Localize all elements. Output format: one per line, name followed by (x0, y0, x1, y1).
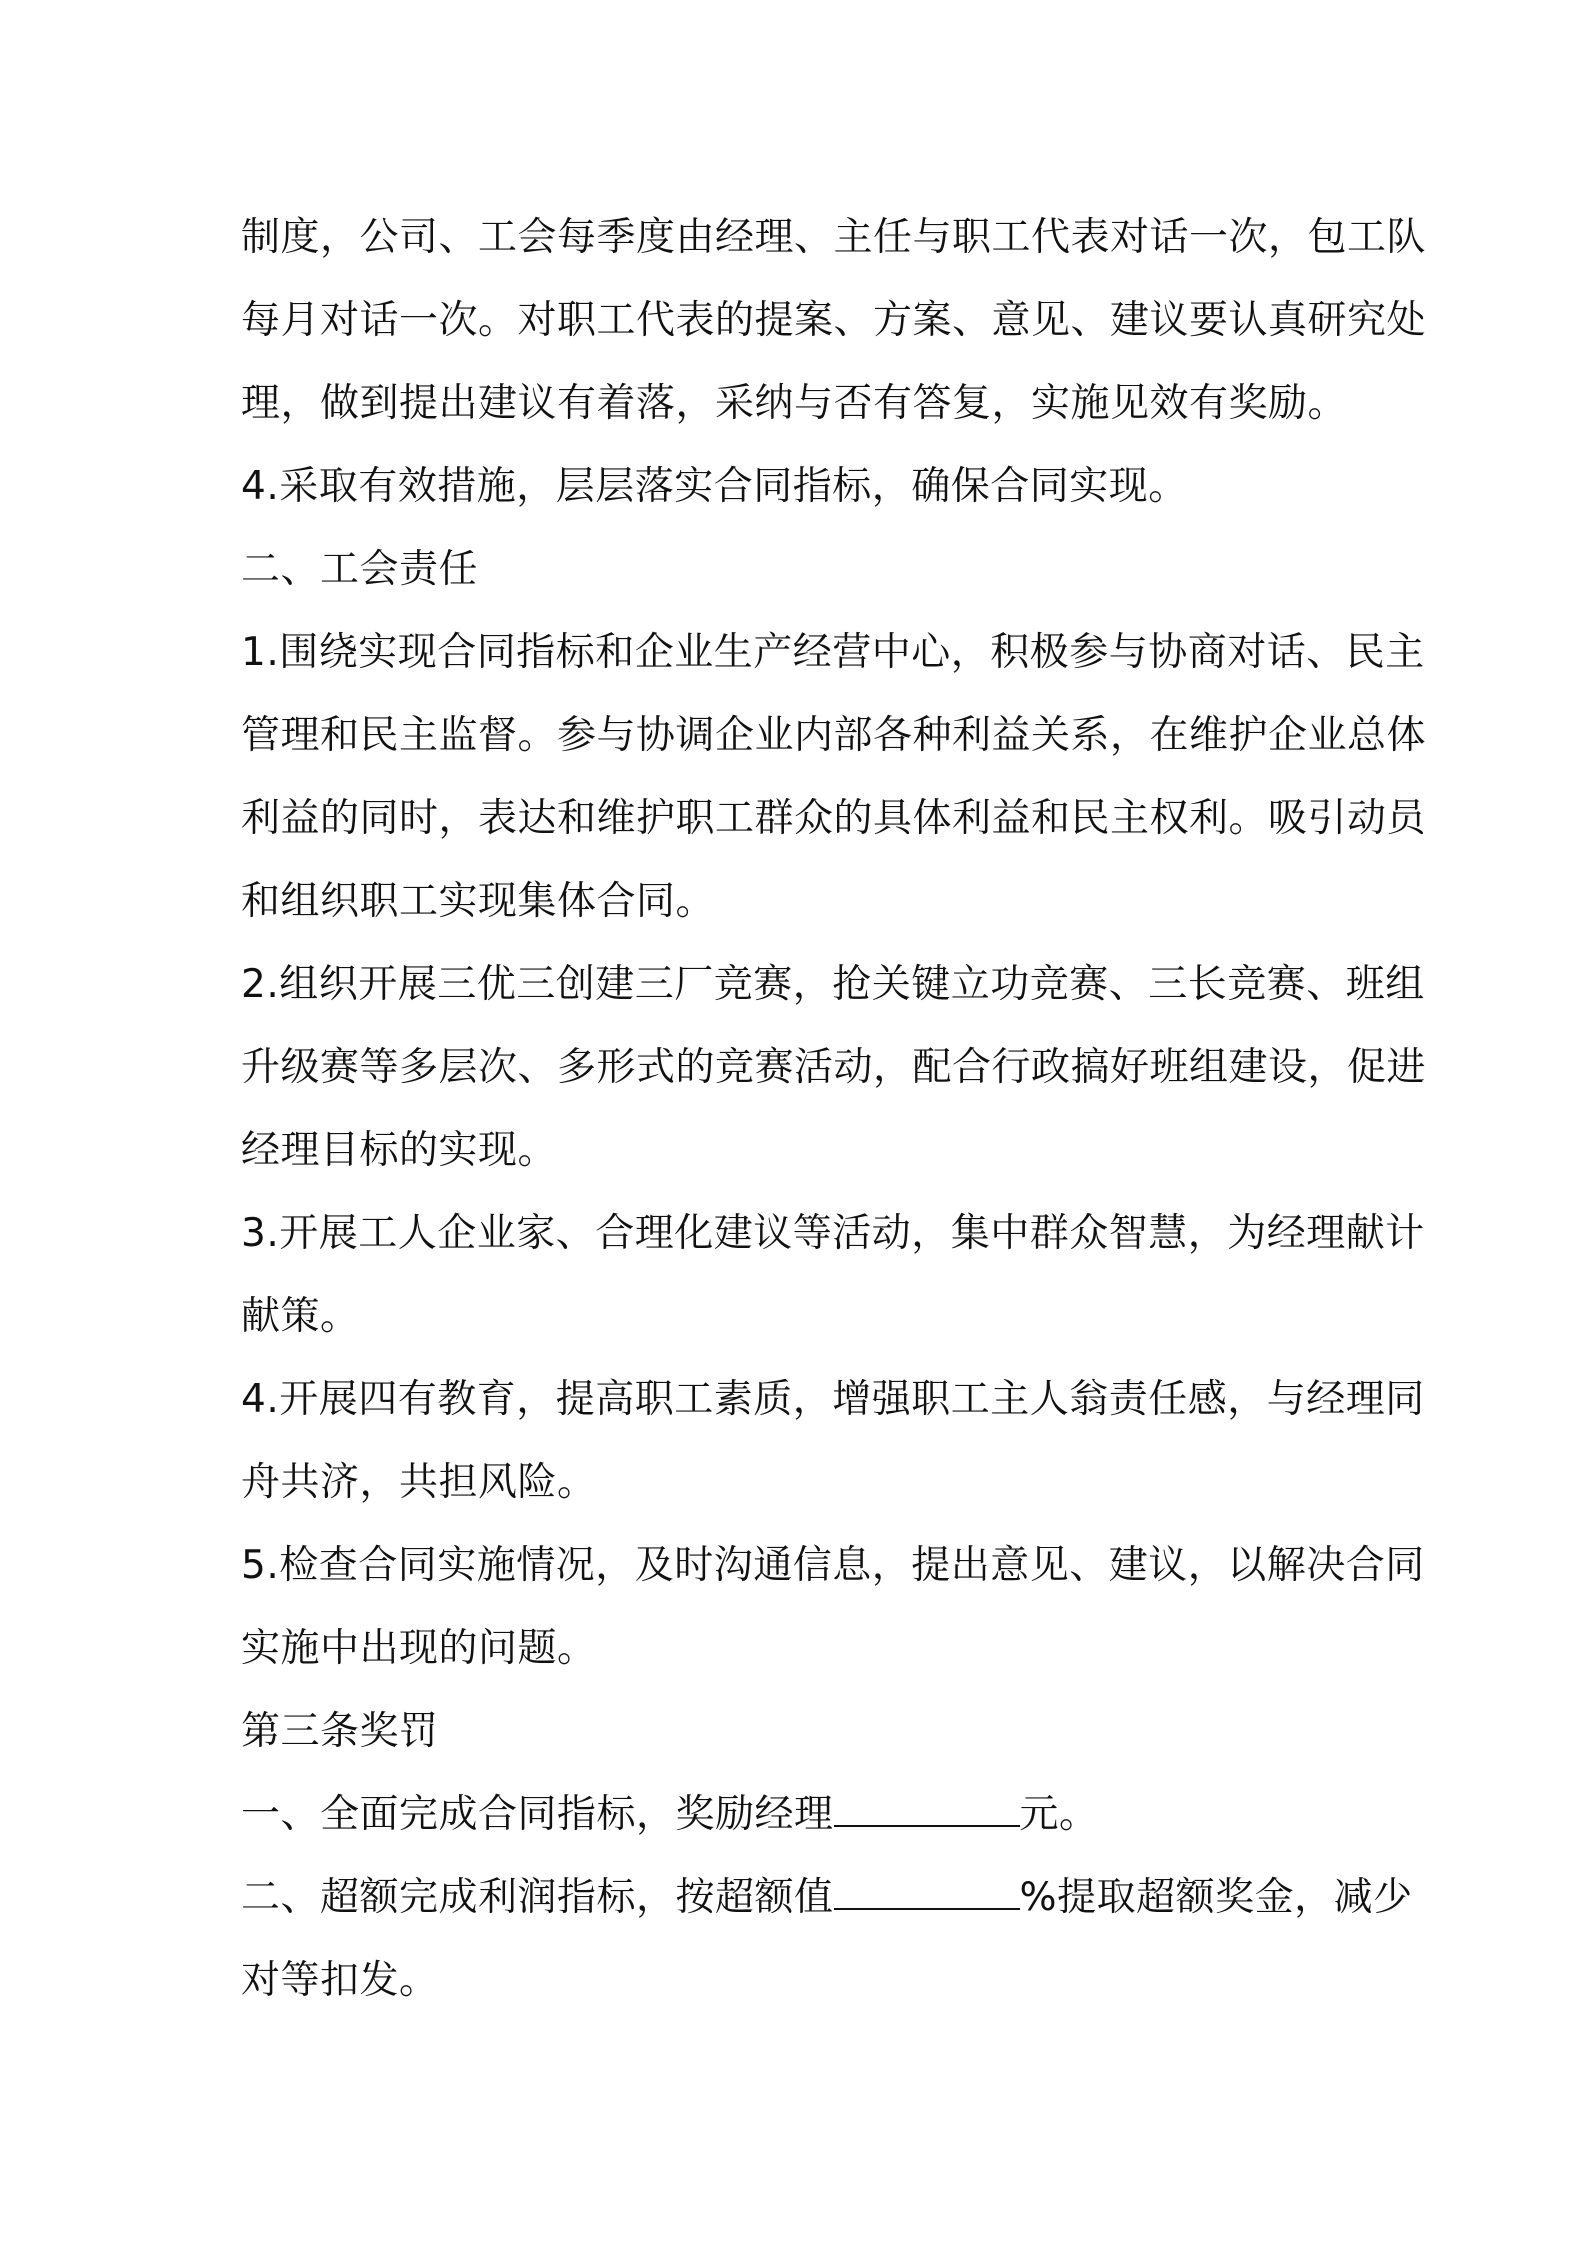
text-line: 2.组织开展三优三创建三厂竞赛，抢关键立功竞赛、三长竞赛、班组 (241, 962, 1425, 1007)
document-body (241, 196, 1427, 2022)
text-line: 对等扣发。 (241, 1958, 439, 2003)
section-heading-union-responsibility: 二、工会责任 (241, 547, 479, 592)
text-line: 和组织职工实现集体合同。 (241, 879, 716, 924)
text-line: 理，做到提出建议有着落，采纳与否有答复，实施见效有奖励。 (241, 381, 1348, 426)
reward-amount-blank (834, 1791, 1020, 1827)
text-line: 经理目标的实现。 (241, 1128, 558, 1173)
bonus-text: 二、超额完成利润指标，按超额值 (241, 1875, 834, 1920)
text-line: 5.检查合同实施情况，及时沟通信息，提出意见、建议，以解决合同 (241, 1543, 1425, 1588)
text-line: 4.采取有效措施，层层落实合同指标，确保合同实现。 (241, 464, 1188, 509)
text-line: 1.围绕实现合同指标和企业生产经营中心，积极参与协商对话、民主 (241, 630, 1425, 675)
bonus-percent-blank (834, 1874, 1020, 1910)
bonus-line (241, 1856, 1413, 1939)
text-line: 管理和民主监督。参与协调企业内部各种利益关系，在维护企业总体 (241, 713, 1427, 758)
text-line: 每月对话一次。对职工代表的提案、方案、意见、建议要认真研究处 (241, 298, 1427, 343)
text-line: 制度，公司、工会每季度由经理、主任与职工代表对话一次，包工队 (241, 215, 1427, 260)
bonus-suffix: %提取超额奖金，减少 (1019, 1875, 1413, 1920)
reward-text: 一、全面完成合同指标，奖励经理 (241, 1792, 834, 1837)
text-line: 利益的同时，表达和维护职工群众的具体利益和民主权利。吸引动员 (241, 796, 1427, 841)
reward-unit: 元。 (1019, 1792, 1099, 1837)
text-line: 实施中出现的问题。 (241, 1626, 597, 1671)
text-line: 3.开展工人企业家、合理化建议等活动，集中群众智慧，为经理献计 (241, 1211, 1425, 1256)
text-line: 舟共济，共担风险。 (241, 1460, 597, 1505)
text-line: 4.开展四有教育，提高职工素质，增强职工主人翁责任感，与经理同 (241, 1377, 1425, 1422)
article-heading-rewards-penalties: 第三条奖罚 (241, 1709, 439, 1754)
reward-line (241, 1773, 1361, 1856)
text-line: 献策。 (241, 1294, 360, 1339)
text-line: 升级赛等多层次、多形式的竞赛活动，配合行政搞好班组建设，促进 (241, 1045, 1427, 1090)
